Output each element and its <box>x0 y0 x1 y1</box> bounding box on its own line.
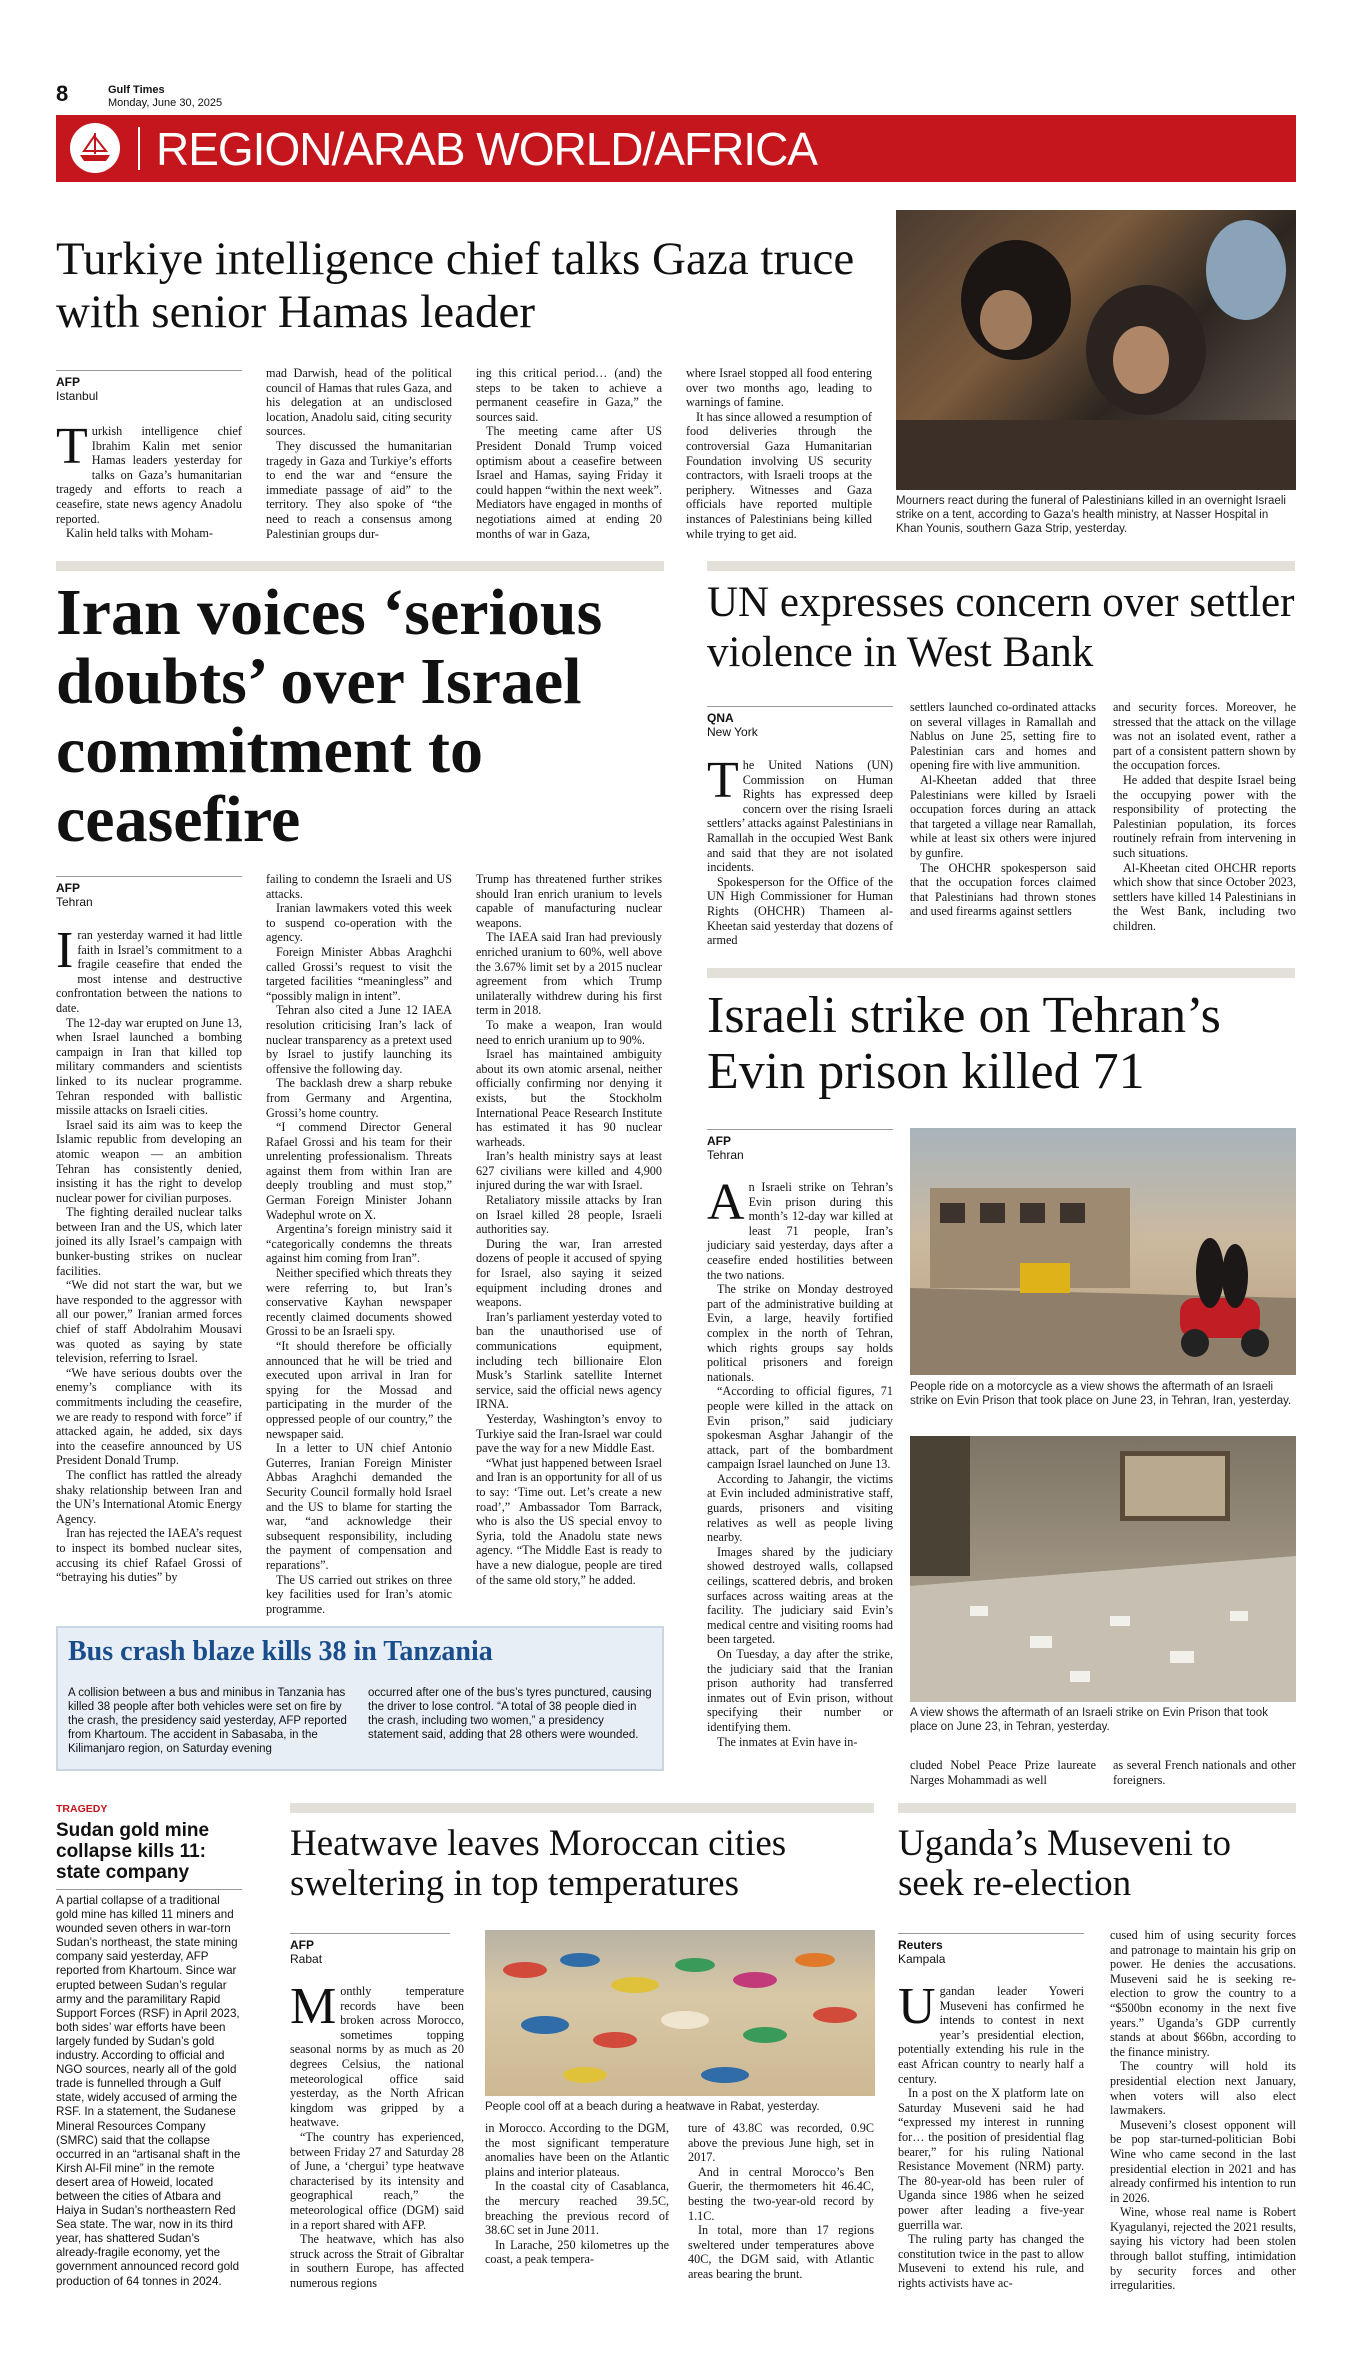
evin-interior-photo <box>910 1436 1296 1702</box>
un-byline <box>707 706 893 739</box>
divider <box>56 1889 242 1890</box>
agency: QNA <box>707 711 734 725</box>
morocco-byline <box>290 1933 450 1966</box>
evin-motorcycle-photo <box>910 1128 1296 1375</box>
evin-col-1: An Israeli strike on Tehran’s Evin prison during this month’s 12-day war killed at least 71 people, Iran’s judiciary said yesterday, days after a ceasefire ended hostilities between the two nations. The strike on Monday destroyed part of the administrative building at Evin, a large, heavily fortified complex in the north of Tehran, which rights groups say holds political prisoners and foreign nationals. “According to official figures, 71 people were killed in the attack on Evin prison,” said judiciary spokesman Asghar Jahangir of the attack, part of the bombardment campaign Israel launched on June 13. According to Jahangir, the victims at Evin included administrative staff, guards, prisoners and visiting relatives as well as people living nearby. Images shared by the judiciary showed destroyed walls, collapsed ceilings, scattered debris, and broken surfaces across waiting areas at the facility. The judiciary said Evin’s medical centre and visiting rooms had been targeted. On Tuesday, a day after the strike, the judiciary said that the Iranian prison authority had transferred inmates out of Evin prison, without specifying their number or identifying them. The inmates at Evin have in- <box>707 1174 893 1749</box>
separator-bar <box>56 561 664 571</box>
dateline: Rabat <box>290 1952 323 1966</box>
evin-photo-caption-2: A view shows the aftermath of an Israeli strike on Evin Prison that took place on June 23, in Tehran, yesterday. <box>910 1707 1268 1733</box>
sudan-sidebar <box>56 1803 242 2289</box>
turkiye-col-1: Turkish intelligence chief Ibrahim Kalin met senior Hamas leaders yesterday for talks on Gaza’s humanitarian tragedy and efforts to reach a ceasefire, state news agency Anadolu reported. Kalin held talks with Moham- <box>56 418 242 541</box>
drop-cap: T <box>56 418 88 475</box>
bus-crash-box <box>56 1626 664 1771</box>
morocco-col-2: in Morocco. According to the DGM, the most significant temperature anomalies have been on the Atlantic plains and interior plateaus. In the coastal city of Casablanca, the mercury reached 39.5C, breaching the previous record of 38.6C set in June 2011. In Larache, 250 kilometres up the coast, a peak tempera- <box>485 2121 669 2267</box>
morocco-col-1: Monthly temperature records have been broken across Morocco, sometimes topping seasonal norms by as much as 20 degrees Celsius, the national meteorological office said yesterday, as the North African kingdom was gripped by a heatwave. “The country has experienced, between Friday 27 and Saturday 28 of June, a ‘chergui’ type heatwave characterised by its intensity and geographical reach,” the meteorological office (DGM) said in a report shared with AFP. The heatwave, which has also struck across the Strait of Gibraltar in southern Europe, has affected numerous regions <box>290 1978 464 2290</box>
uganda-col-2: cused him of using security forces and patronage to maintain his grip on power. He denies the accusations. Museveni said he is seeking re-election to grow the country to a “$500bn economy in the next five years.” Uganda’s GDP currently stands at about $66bn, according to the finance ministry. The country will hold its presidential election next January, when voters will also elect lawmakers. Museveni’s closest opponent will be pop star-turned-politician Bobi Wine who came second in the last presidential election in 2021 and has already confirmed his intention to run in 2026. Wine, whose real name is Robert Kyagulanyi, rejected the 2021 results, saying his victory had been stolen through ballot stuffing, intimidation by security forces and other irregularities. <box>1110 1928 1296 2293</box>
bus-col-1: A collision between a bus and minibus in Tanzania has killed 38 people after both vehicles were set on fire by the crash, the presidency said yesterday, AFP reported from Khartoum. The accident in Sabasaba, in the Kilimanjaro region, on Saturday evening <box>68 1687 347 1755</box>
uganda-byline <box>898 1933 1084 1966</box>
page-number: 8 <box>56 81 69 106</box>
ship-logo-icon <box>70 123 120 173</box>
separator-bar <box>707 968 1295 978</box>
rabat-photo-caption: People cool off at a beach during a heatwave in Rabat, yesterday. <box>485 2101 820 2113</box>
issue-date: Monday, June 30, 2025 <box>108 97 223 109</box>
agency: AFP <box>290 1938 314 1952</box>
agency: AFP <box>707 1134 731 1148</box>
sudan-headline: Sudan gold mine collapse kills 11: state company <box>56 1820 210 1883</box>
drop-cap: U <box>898 1978 936 2035</box>
bus-headline: Bus crash blaze kills 38 in Tanzania <box>68 1636 493 1667</box>
dateline: Tehran <box>707 1148 744 1162</box>
evin-tail-1: cluded Nobel Peace Prize laureate Narges Mohammadi as well <box>910 1758 1096 1787</box>
separator-bar <box>898 1803 1296 1813</box>
section-banner <box>56 115 1296 182</box>
turkiye-col-4: where Israel stopped all food entering over two months ago, leading to warnings of famine. It has since allowed a resumption of food deliveries through the controversial Gaza Humanitarian Foundation involving US security contractors, with Israeli troops at the periphery. Witnesses and Gaza officials have reported multiple instances of Palestinians being killed while trying to get aid. <box>686 366 872 541</box>
turkiye-col-3: ing this critical period… (and) the steps to be taken to achieve a permanent ceasefire in Gaza,” the sources said. The meeting came after US President Donald Trump voiced optimism about a ceasefire between Israel and Hamas, saying Friday it could happen “within the next week”. Mediators have engaged in months of negotiations aimed at ending 20 months of war in Gaza, <box>476 366 662 541</box>
evin-photo-caption-1: People ride on a motorcycle as a view shows the aftermath of an Israeli strike on Evin Prison that took place on June 23, in Tehran, Iran, yesterday. <box>910 1381 1292 1407</box>
evin-byline <box>707 1129 893 1162</box>
drop-cap: I <box>56 922 74 979</box>
agency: AFP <box>56 881 80 895</box>
gaza-funeral-photo <box>896 210 1296 490</box>
separator-bar <box>290 1803 874 1813</box>
iran-col-1: Iran yesterday warned it had little faith in Israel’s commitment to a fragile ceasefire that ended the most intense and destructive confrontation between the nations to date. The 12-day war erupted on June 13, when Israel launched a bombing campaign in Iran that killed top military commanders and scientists linked to its nuclear programme. Tehran responded with ballistic missile attacks on Israeli cities. Israel said its aim was to keep the Islamic republic from developing an atomic weapon — an ambition Tehran has consistently denied, insisting it has the right to develop nuclear power for civilian purposes. The fighting derailed nuclear talks between Iran and the US, which later joined its ally Israel’s campaign with bunker-busting strikes on nuclear facilities. “We did not start the war, but we have responded to the aggressor with all our power,” Iranian armed forces chief of staff Abdolrahim Mousavi was quoted as saying by state television, referring to Israel. “We have serious doubts over the enemy’s compliance with its commitments including the ceasefire, we are ready to respond with force” if attacked again, he added, six days into the ceasefire announced by US President Donald Trump. The conflict has rattled the already shaky relationship between Iran and the UN’s International Atomic Energy Agency. Iran has rejected the IAEA’s request to inspect its bombed nuclear sites, accusing its chief Rafael Grossi of “betraying his duties” by <box>56 922 242 1585</box>
un-col-3: and security forces. Moreover, he stressed that the attack on the village was not an isolated event, rather a part of a consistent pattern shown by the occupation forces. He added that despite Israel being the occupying power with the responsibility of protecting the Palestinian population, its forces routinely refrain from intervening in such situations. Al-Kheetan cited OHCHR reports which show that since October 2023, settlers have killed 14 Palestinians in the West Bank, including two children. <box>1113 700 1296 933</box>
iran-col-3: Trump has threatened further strikes should Iran enrich uranium to levels capable of manufacturing nuclear weapons. The IAEA said Iran had previously enriched uranium to 60%, well above the 3.67% limit set by a 2015 nuclear agreement from which Trump unilaterally withdrew during his first term in 2018. To make a weapon, Iran would need to enrich uranium up to 90%. Israel has maintained ambiguity about its own atomic arsenal, neither officially confirming nor denying it exists, but the Stockholm International Peace Research Institute has estimated it has 90 nuclear warheads. Iran’s health ministry says at least 627 civilians were killed and 4,900 injured during the war with Israel. Retaliatory missile attacks by Iran on Israel killed 28 people, Israeli authorities say. During the war, Iran arrested dozens of people it accused of spying for Israel, also saying it seized equipment including drones and weapons. Iran’s parliament yesterday voted to ban the unauthorised use of communications equipment, including tech billionaire Elon Musk’s Starlink satellite Internet service, said the official news agency IRNA. Yesterday, Washington’s envoy to Turkiye said the Iran-Israel war could pave the way for a new Middle East. “What just happened between Israel and Iran is an opportunity for all of us to say: ‘Time out. Let’s create a new road’,” Ambassador Tom Barrack, who is also the US special envoy to Syria, told the Anadolu state news agency. “The Middle East is ready to have a new dialogue, people are tired of the same old story,” he added. <box>476 872 662 1587</box>
iran-byline <box>56 876 242 909</box>
morocco-col-3: ture of 43.8C was recorded, 0.9C above the previous June high, set in 2017. And in central Morocco’s Ben Guerir, the thermometers hit 46.4C, besting the two-year-old record by 1.1C. In total, more than 17 regions sweltered under temperatures above 40C, the DGM said, with Atlantic areas bearing the brunt. <box>688 2121 874 2281</box>
agency: Reuters <box>898 1938 943 1952</box>
turkiye-headline: Turkiye intelligence chief talks Gaza truce with senior Hamas leader <box>56 233 855 338</box>
drop-cap: M <box>290 1978 337 2035</box>
un-headline: UN expresses concern over settler violence in West Bank <box>707 579 1295 676</box>
dateline: Istanbul <box>56 389 99 403</box>
drop-cap: A <box>707 1174 745 1231</box>
dateline: Kampala <box>898 1952 946 1966</box>
dateline: Tehran <box>56 895 93 909</box>
drop-cap: T <box>707 752 739 809</box>
turkiye-byline <box>56 370 242 403</box>
iran-headline: Iran voices ‘serious doubts’ over Israel commitment to ceasefire <box>56 576 603 856</box>
kicker: TRAGEDY <box>56 1803 108 1815</box>
paper-name: Gulf Times <box>108 84 165 96</box>
iran-col-2: failing to condemn the Israeli and US attacks. Iranian lawmakers voted this week to suspend co-operation with the agency. Foreign Minister Abbas Araghchi called Grossi’s request to visit the targeted facilities “meaningless” and “possibly malign in intent”. Tehran also cited a June 12 IAEA resolution criticising Iran’s lack of nuclear transparency as a pretext used by Israel to justify launching its offensive the following day. The backlash drew a sharp rebuke from Germany and Argentina, Grossi’s home country. “I commend Director General Rafael Grossi and his team for their unrelenting professionalism. Threats against them from within Iran are deeply troubling and must stop,” German Foreign Minister Johann Wadephul wrote on X. Argentina’s foreign ministry said it “categorically condemns the threats against him coming from Iran”. Neither specified which threats they were referring to, but Iran’s conservative Kayhan newspaper recently claimed documents showed Grossi to be an Israeli spy. “It should therefore be officially announced that he will be tried and executed upon arrival in Iran for spying for the Mossad and participating in the murder of the oppressed people of our country,” the newspaper said. In a letter to UN chief Antonio Guterres, Iranian Foreign Minister Abbas Araghchi demanded the Security Council formally hold Israel and the US to blame for starting the war, “and acknowledge their subsequent responsibility, including the payment of compensation and reparations”. The US carried out strikes on three key facilities used for Iran’s atomic programme. <box>266 872 452 1616</box>
evin-headline: Israeli strike on Tehran’s Evin prison killed 71 <box>707 987 1221 1100</box>
section-title: REGION/ARAB WORLD/AFRICA <box>156 123 817 175</box>
evin-tail-2: as several French nationals and other foreigners. <box>1113 1758 1296 1787</box>
turkiye-col-2: mad Darwish, head of the political council of Hamas that rules Gaza, and his delegation at an undisclosed location, Anadolu said, citing security sources. They discussed the humanitarian tragedy in Gaza and Turkiye’s efforts to end the war and “ensure the immediate passage of aid” to the territory. They also spoke of “the need to reach a consensus among Palestinian groups dur- <box>266 366 452 541</box>
bus-col-2: occurred after one of the bus’s tyres punctured, causing the driver to lose control. “A total of 38 people died in the crash, including two women,” a presidency statement said, adding that 28 others were wounded. <box>368 1687 652 1741</box>
dateline: New York <box>707 725 758 739</box>
morocco-headline: Heatwave leaves Moroccan cities sweltering in top temperatures <box>290 1823 787 1904</box>
banner-divider <box>138 127 140 170</box>
un-col-1: The United Nations (UN) Commission on Human Rights has expressed deep concern over the rising Israeli settlers’ attacks against Palestinians in Ramallah in the occupied West Bank and said that they are not isolated incidents. Spokesperson for the Office of the UN High Commissioner for Human Rights (OHCHR) Thameen al-Kheetan said yesterday that dozens of armed <box>707 752 893 948</box>
uganda-headline: Uganda’s Museveni to seek re-election <box>898 1823 1231 1904</box>
rabat-beach-photo <box>485 1930 875 2096</box>
sudan-body: A partial collapse of a traditional gold mine has killed 11 miners and wounded seven others in war-torn Sudan’s northeast, the state mining company said yesterday, AFP reported from Khartoum. Since war erupted between Sudan’s regular army and the paramilitary Rapid Support Forces (RSF) in April 2023, both sides’ war efforts have been largely funded by Sudan’s gold industry. According to official and NGO sources, nearly all of the gold trade is funnelled through a Gulf state, widely accused of arming the RSF. In a statement, the Sudanese Mineral Resources Company (SMRC) said that the collapse occurred in an “artisanal shaft in the Kirsh Al-Fil mine” in the remote desert area of Howeid, located between the cities of Atbara and Haiya in Sudan’s northeastern Red Sea state. The war, now in its third year, has shattered Sudan’s already-fragile economy, yet the government announced record gold production of 64 tonnes in 2024. <box>56 1894 241 2288</box>
gaza-photo-caption: Mourners react during the funeral of Palestinians killed in an overnight Israeli strike on a tent, according to Gaza’s health ministry, at Nasser Hospital in Khan Younis, southern Gaza Strip, yesterday. <box>896 495 1286 535</box>
uganda-col-1: Ugandan leader Yoweri Museveni has confirmed he intends to contest in next year’s presidential election, potentially extending his rule in the east African country to nearly half a century. In a post on the X platform late on Saturday Museveni said he had “expressed my interest in running for… the position of presidential flag bearer,” for his ruling National Resistance Movement (NRM) party. The 80-year-old has been ruler of Uganda since 1986 when he seized power after leading a five-year guerrilla war. The ruling party has changed the constitution twice in the past to allow Museveni to extend his rule, and rights activists have ac- <box>898 1978 1084 2290</box>
un-col-2: settlers launched co-ordinated attacks on several villages in Ramallah and Nablus on June 25, setting fire to Palestinian cars and homes and opening fire with live ammunition. Al-Kheetan added that three Palestinians were killed by Israeli occupation forces during an attack that targeted a village near Ramallah, while at least six others were injured by gunfire. The OHCHR spokesperson said that the occupation forces claimed that Palestinians had thrown stones and used firearms against settlers <box>910 700 1096 919</box>
separator-bar <box>707 561 1295 571</box>
agency: AFP <box>56 375 80 389</box>
